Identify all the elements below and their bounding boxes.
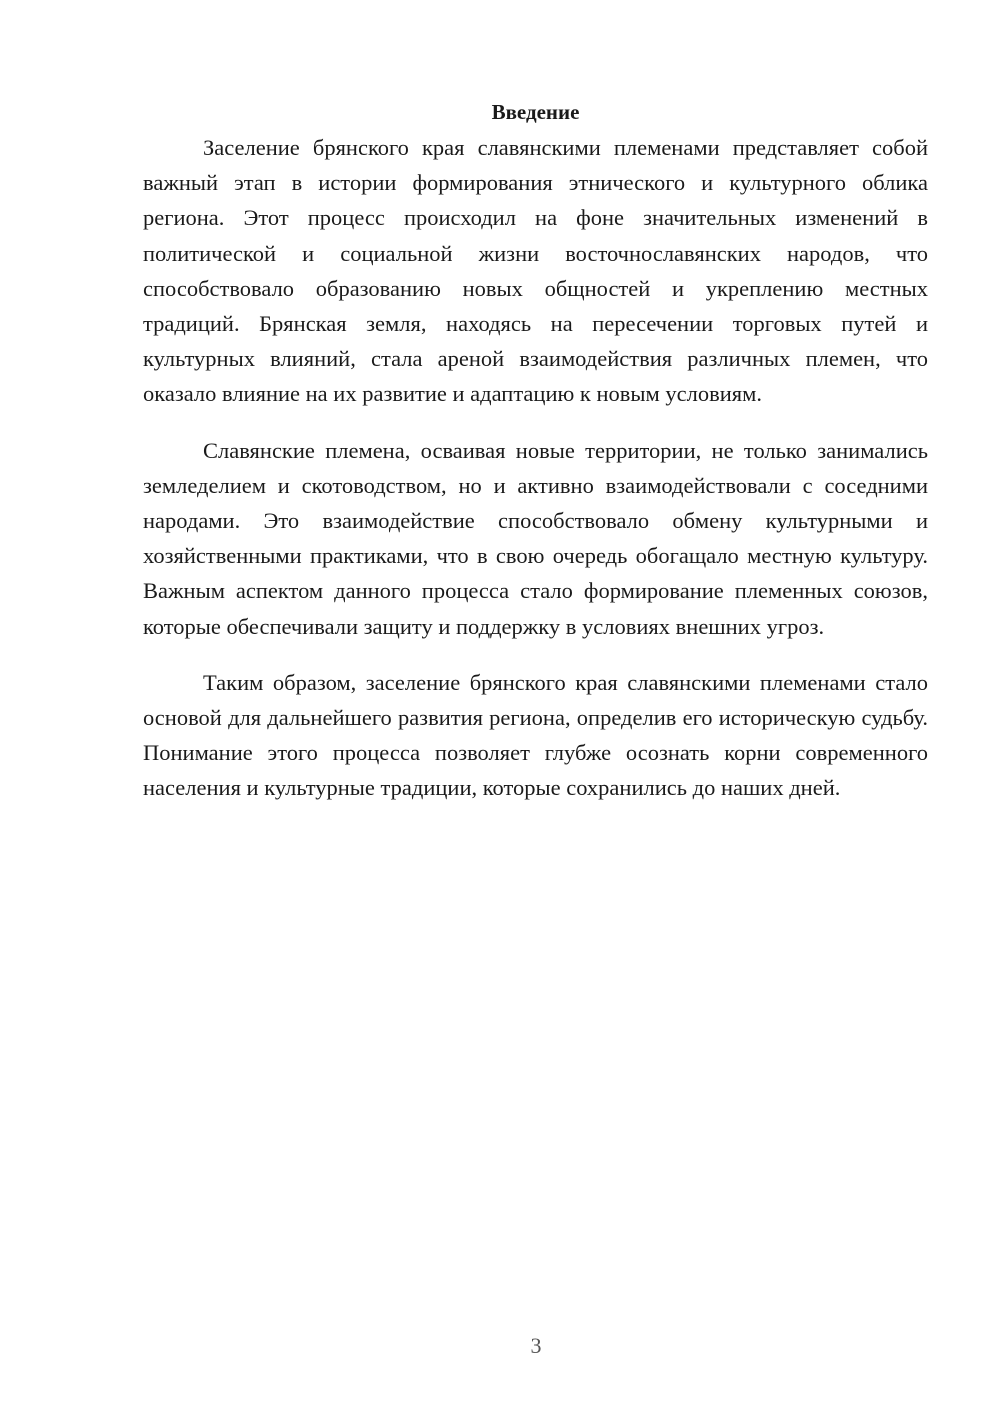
page-number: 3 [530, 1333, 542, 1358]
paragraph-2: Славянские племена, осваивая новые территории, не только занимались земледелием и скотоводством, но и активно взаимодействовали с соседними народами. Это взаимодействие способствовало обмену культурными и хозяйственными практиками, что в свою очередь обогащало местную культуру. Важным аспектом данного процесса стало формирование племенных союзов, которые обеспечивали защиту и поддержку в условиях внешних угроз. [143, 437, 928, 639]
paragraph-1: Заселение брянского края славянскими племенами представляет собой важный этап в истории формирования этнического и культурного облика региона. Этот процесс происходил на фоне значительных изменений в политической и социальной жизни восточнославянских народов, что способствовало образованию новых общностей и укреплению местных традиций. Брянская земля, находясь на пересечении торговых путей и культурных влияний, стала ареной взаимодействия различных племен, что оказало влияние на их развитие и адаптацию к новым условиям. [143, 135, 928, 407]
section-title: Введение [491, 100, 580, 124]
paragraph-3: Таким образом, заселение брянского края славянскими племенами стало основой для дальнейшего развития региона, определив его историческую судьбу. Понимание этого процесса позволяет глубже осознать корни современного населения и культурные традиции, которые сохранились до наших дней. [143, 669, 928, 801]
page-content [143, 95, 928, 806]
